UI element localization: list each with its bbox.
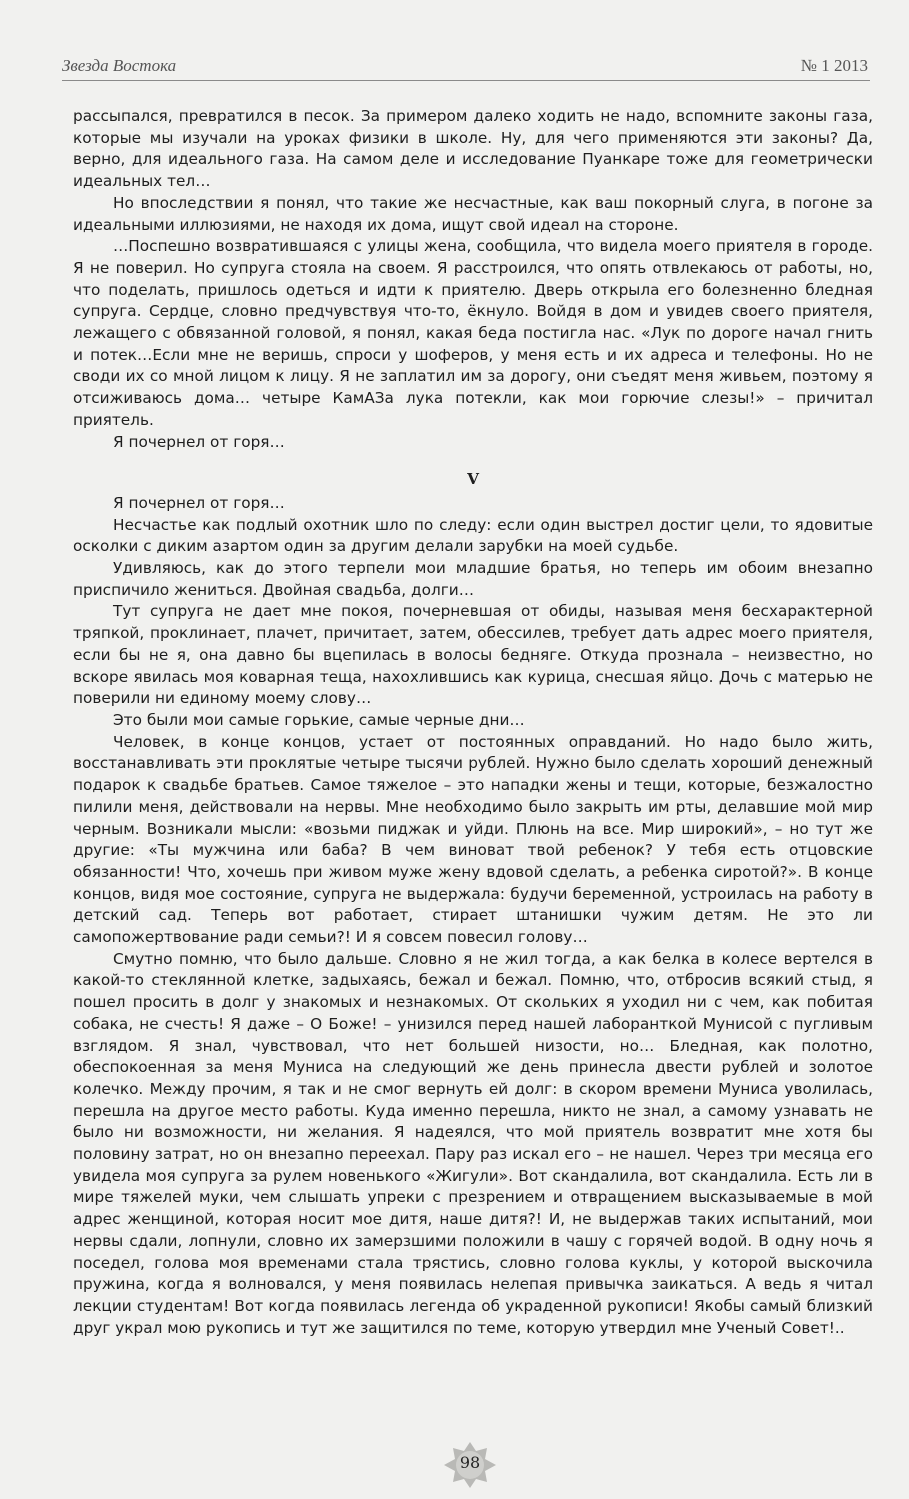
running-header: [62, 54, 870, 82]
page-number: 98: [459, 1453, 481, 1472]
paragraph: Несчастье как подлый охотник шло по следу: если один выстрел достиг цели, то ядовитые осколки с диким азартом один за другим делали зарубки на моей судьбе.: [73, 515, 873, 556]
paragraph: Человек, в конце концов, устает от постоянных оправданий. Но надо было жить, восстанавливать эти проклятые четыре тысячи рублей. Нужно было сделать хороший денежный подарок к свадьбе братьев. Самое тяжелое – это нападки жены и тещи, которые, безжалостно пилили меня, действовали на нервы. Мне необходимо было закрыть им рты, делавшие мой мир черным. Возникали мысли: «возьми пиджак и уйди. Плюнь на все. Мир широкий», – но тут же другие: «Ты мужчина или баба? В чем виноват твой ребенок? У тебя есть отцовские обязанности! Что, хочешь при живом муже жену вдовой сделать, а ребенка сиротой?». В конце концов, видя мое состояние, супруга не выдержала: будучи беременной, устроилась на работу в детский сад. Теперь вот работает, стирает штанишки чужим детям. Не это ли самопожертвование ради семьи?! И я совсем повесил голову…: [73, 732, 873, 947]
paragraph: …Поспешно возвратившаяся с улицы жена, сообщила, что видела моего приятеля в городе. Я не поверил. Но супруга стояла на своем. Я расстроился, что опять отвлекаюсь от работы, но, что поделать, пришлось одеться и идти к приятелю. Дверь открыла его болезненно бледная супруга. Сердце, словно предчувствуя что-то, ёкнуло. Войдя в дом и увидев своего приятеля, лежащего с обвязанной головой, я понял, какая беда постигла нас. «Лук по дороге начал гнить и потек…Если мне не веришь, спроси у шоферов, у меня есть и их адреса и телефоны. Но не своди их со мной лицом к лицу. Я не заплатил им за дорогу, они съедят меня живьем, поэтому я отсиживаюсь дома… четыре КамАЗа лука потекли, как мои горючие слезы!» – причитал приятель.: [73, 237, 873, 429]
paragraph: Удивляюсь, как до этого терпели мои младшие братья, но теперь им обоим внезапно приспичило жениться. Двойная свадьба, долги…: [73, 559, 873, 599]
paragraph: Смутно помню, что было дальше. Словно я не жил тогда, а как белка в колесе вертелся в какой-то стеклянной клетке, задыхаясь, бежал и бежал. Помню, что, отбросив всякий стыд, я пошел просить в долг у знакомых и незнакомых. От скольких я уходил ни с чем, как побитая собака, не счесть! Я даже – О Боже! – унизился перед нашей лаборанткой Мунисой с пугливым взглядом. Я знал, чувствовал, что нет большей низости, но… Бледная, как полотно, обеспокоенная за меня Муниса на следующий же день принесла двести рублей и золотое колечко. Между прочим, я так и не смог вернуть ей долг: в скором времени Муниса уволилась, перешла на другое место работы. Куда именно перешла, никто не знал, а самому узнавать не было ни возможности, ни желания. Я надеялся, что мой приятель возвратит мне хотя бы половину затрат, но он внезапно переехал. Пару раз искал его – не нашел. Через три месяца его увидела моя супруга за рулем новенького «Жигули». Вот скандалила, вот скандалила. Есть ли в мире тяжелей муки, чем слышать упреки с презрением и отвращением высказываемые в мой адрес женщиной, которая носит мое дитя, наше дитя?! И, не выдержав таких испытаний, мои нервы сдали, лопнули, словно их замерзшими положили в чашу с горячей водой. В одну ночь я поседел, голова моя временами стала трястись, словно голова куклы, у которой выскочила пружина, когда я волновался, у меня появилась нелепая привычка заикаться. А ведь я читал лекции студентам! Вот когда появилась легенда об украденной рукописи! Якобы самый близкий друг украл мою рукопись и тут же защитился по теме, которую утвердил мне Ученый Совет!..: [73, 949, 873, 1337]
article-body: [73, 106, 873, 1339]
paragraph: рассыпался, превратился в песок. За примером далеко ходить не надо, вспомните законы газа, которые мы изучали на уроках физики в школе. Ну, для чего применяются эти законы? Да, верно, для идеального газа. На самом деле и исследование Пуанкаре тоже для геометрически идеальных тел…: [73, 107, 873, 191]
section-heading: V: [467, 470, 479, 489]
paragraph: Это были мои самые горькие, самые черные дни…: [113, 710, 525, 729]
page-number-badge: [440, 1440, 500, 1490]
paragraph: Я почернел от горя…: [113, 432, 285, 451]
paragraph: Я почернел от горя…: [113, 493, 285, 512]
header-rule: [62, 80, 870, 81]
paragraph: Тут супруга не дает мне покоя, почерневшая от обиды, называя меня бесхарактерной тряпкой, проклинает, плачет, причитает, затем, обессилев, требует дать адрес моего приятеля, если бы не я, она давно бы вцепилась в волосы бедняге. Откуда прознала – неизвестно, но вскоре явилась моя коварная теща, нахохлившись как курица, снесшая яйцо. Дочь с матерью не поверили ни единому моему слову…: [73, 602, 873, 708]
paragraph: Но впоследствии я понял, что такие же несчастные, как ваш покорный слуга, в погоне за идеальными иллюзиями, не находя их дома, ищут свой идеал на стороне.: [73, 193, 873, 234]
journal-title: Звезда Востока: [62, 56, 177, 75]
issue-number: № 1 2013: [800, 56, 868, 75]
